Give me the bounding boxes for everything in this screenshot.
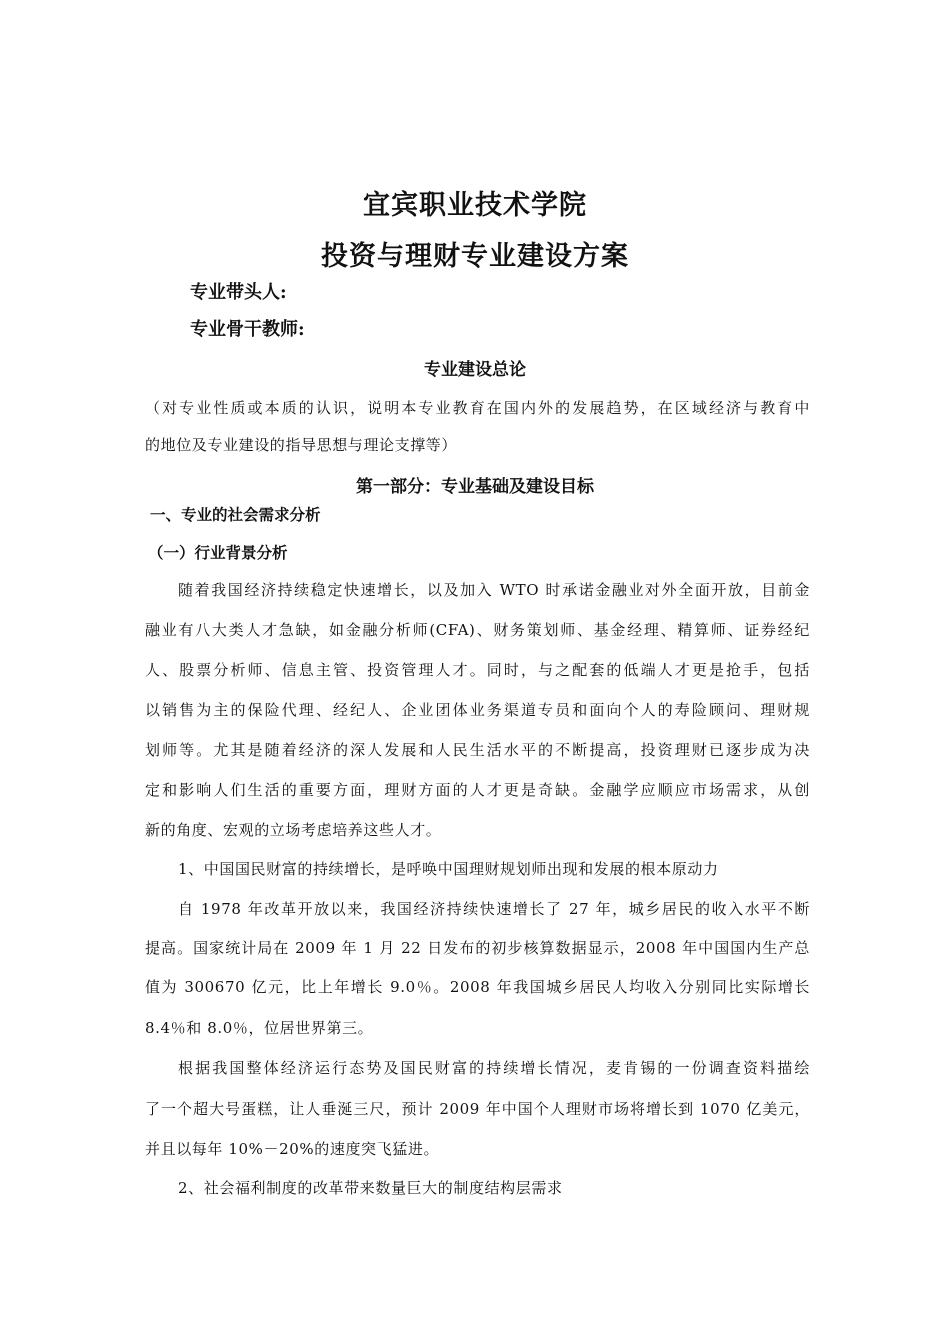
paragraph-line: 划师等。尤其是随着经济的深人发展和人民生活水平的不断提高，投资理财已逐步成为决: [145, 741, 810, 759]
paragraph-line: 以销售为主的保险代理、经纪人、企业团体业务渠道专员和面向个人的寿险顾问、理财规: [145, 701, 810, 719]
paragraph-line: 提高。国家统计局在 2009 年 1 月 22 日发布的初步核算数据显示，2008 年中国国内生产总: [145, 939, 810, 957]
overview-heading: 专业建设总论: [424, 360, 526, 380]
leader-label: 专业带头人:: [190, 282, 287, 303]
paragraph-line: 8.4％和 8.0％，位居世界第三。: [145, 1019, 374, 1037]
paragraph-line: 随着我国经济持续稳定快速增长，以及加入 WTO 时承诺金融业对外全面开放，目前金: [178, 581, 810, 599]
paragraph-line: 并且以每年 10%－20%的速度突飞猛进。: [145, 1140, 440, 1158]
point2-heading: 2、社会福利制度的改革带来数量巨大的制度结构层需求: [178, 1179, 563, 1197]
paragraph-line: 融业有八大类人才急缺，如金融分析师(CFA)、财务策划师、基金经理、精算师、证券经纪: [145, 621, 810, 639]
section1-heading: 一、专业的社会需求分析: [150, 506, 321, 524]
paragraph-line: 根据我国整体经济运行态势及国民财富的持续增长情况，麦肯锡的一份调查资料描绘: [178, 1059, 810, 1077]
paragraph-line: 人、股票分析师、信息主管、投资管理人才。同时，与之配套的低端人才更是抢手，包括: [145, 661, 810, 679]
paragraph-line: 定和影响人们生活的重要方面，理财方面的人才更是奇缺。金融学应顺应市场需求，从创: [145, 781, 810, 799]
paragraph-line: 自 1978 年改革开放以来，我国经济持续快速增长了 27 年，城乡居民的收入水平不断: [178, 900, 810, 918]
part1-heading: 第一部分：专业基础及建设目标: [356, 477, 594, 497]
paragraph-line: 了一个超大号蛋糕，让人垂涎三尺，预计 2009 年中国个人理财市场将增长到 1070 亿美元，: [145, 1100, 810, 1118]
subsection1-heading: （一）行业背景分析: [148, 544, 288, 562]
backbone-teacher-label: 专业骨干教师:: [190, 319, 305, 340]
overview-note-line: 的地位及专业建设的指导思想与理论支撑等）: [145, 436, 458, 454]
point1-heading: 1、中国国民财富的持续增长，是呼唤中国理财规划师出现和发展的根本原动力: [178, 860, 719, 878]
paragraph-line: 值为 300670 亿元，比上年增长 9.0％。2008 年我国城乡居民人均收入分别同比实际增长: [145, 978, 810, 996]
document-title-line1: 宜宾职业技术学院: [363, 190, 587, 221]
overview-note-line: （对专业性质或本质的认识，说明本专业教育在国内外的发展趋势，在区域经济与教育中: [145, 399, 810, 417]
document-title-line2: 投资与理财专业建设方案: [321, 241, 629, 272]
paragraph-line: 新的角度、宏观的立场考虑培养这些人才。: [145, 821, 442, 839]
